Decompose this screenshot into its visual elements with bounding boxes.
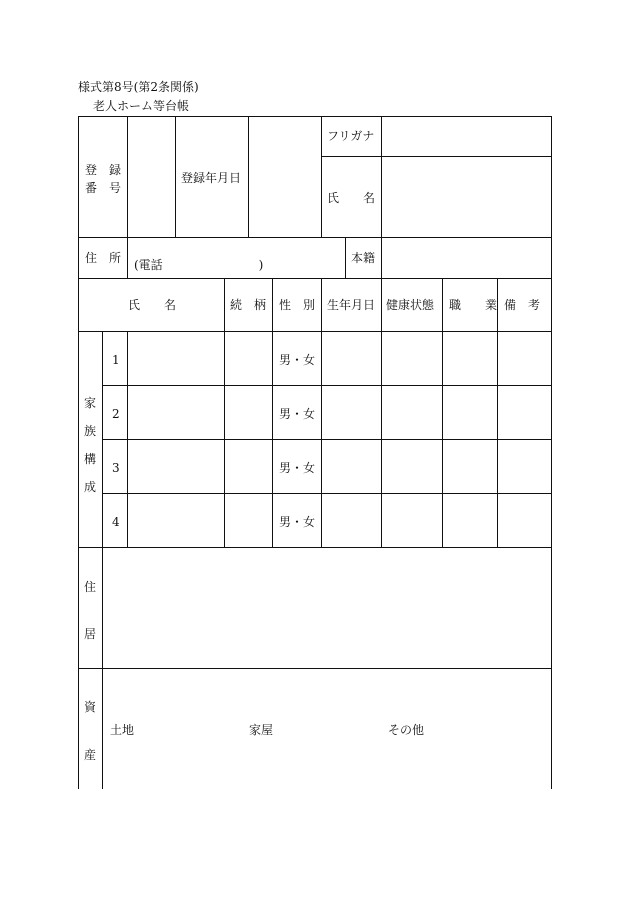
phone-label: (電話 ) <box>134 258 264 272</box>
rule <box>102 547 103 789</box>
family-row-sex: 男・女 <box>279 353 316 367</box>
rule <box>551 116 552 789</box>
rule <box>497 278 498 547</box>
family-header-birthdate: 生年月日 <box>327 298 376 312</box>
registration-date-label: 登録年月日 <box>181 171 242 185</box>
rule <box>442 278 443 547</box>
rule <box>102 331 103 547</box>
furigana-label: フリガナ <box>327 129 375 143</box>
rule <box>381 278 382 547</box>
assets-land-label: 土地 <box>110 723 135 737</box>
assets-label-2: 産 <box>84 748 97 762</box>
address-label: 住 所 <box>85 251 122 265</box>
assets-label-1: 資 <box>84 700 97 714</box>
rule <box>224 278 225 547</box>
rule <box>78 116 79 789</box>
rule <box>175 116 176 237</box>
rule <box>102 439 551 440</box>
family-row-sex: 男・女 <box>279 515 316 529</box>
assets-other-label: その他 <box>388 723 425 737</box>
rule <box>321 116 322 237</box>
registration-number-label-line1: 登 録 <box>85 163 122 177</box>
form-title: 老人ホーム等台帳 <box>93 99 190 113</box>
residence-label-2: 居 <box>84 627 97 641</box>
rule <box>78 547 551 548</box>
rule <box>78 237 551 238</box>
form-number: 様式第8号(第2条関係) <box>78 80 199 94</box>
family-header-health: 健康状態 <box>386 298 435 312</box>
family-row-sex: 男・女 <box>279 407 316 421</box>
rule <box>127 237 128 278</box>
rule <box>78 331 551 332</box>
rule <box>248 116 249 237</box>
registration-number-label-line2: 番 号 <box>85 181 122 195</box>
rule <box>321 156 551 157</box>
rule <box>321 278 322 547</box>
family-row-number: 4 <box>112 515 120 529</box>
family-header-name: 氏 名 <box>128 298 177 312</box>
rule <box>272 278 273 547</box>
rule <box>345 237 346 278</box>
family-header-occupation: 職 業 <box>449 298 498 312</box>
name-label: 氏 名 <box>327 191 376 205</box>
family-header-remarks: 備 考 <box>504 298 541 312</box>
family-row-number: 1 <box>112 353 120 367</box>
family-row-sex: 男・女 <box>279 461 316 475</box>
family-side-label: 家 族 構 成 <box>84 396 97 494</box>
assets-house-label: 家屋 <box>249 723 274 737</box>
family-header-sex: 性 別 <box>279 298 316 312</box>
rule <box>381 237 382 278</box>
rule <box>381 116 382 237</box>
family-row-number: 3 <box>112 461 120 475</box>
family-header-relation: 続 柄 <box>230 298 267 312</box>
rule <box>102 493 551 494</box>
rule <box>127 116 128 237</box>
residence-label-1: 住 <box>84 580 97 594</box>
family-row-number: 2 <box>112 407 120 421</box>
rule <box>78 278 551 279</box>
rule <box>127 331 128 547</box>
rule <box>78 116 551 117</box>
rule <box>102 385 551 386</box>
rule <box>78 668 551 669</box>
domicile-label: 本籍 <box>351 251 376 265</box>
